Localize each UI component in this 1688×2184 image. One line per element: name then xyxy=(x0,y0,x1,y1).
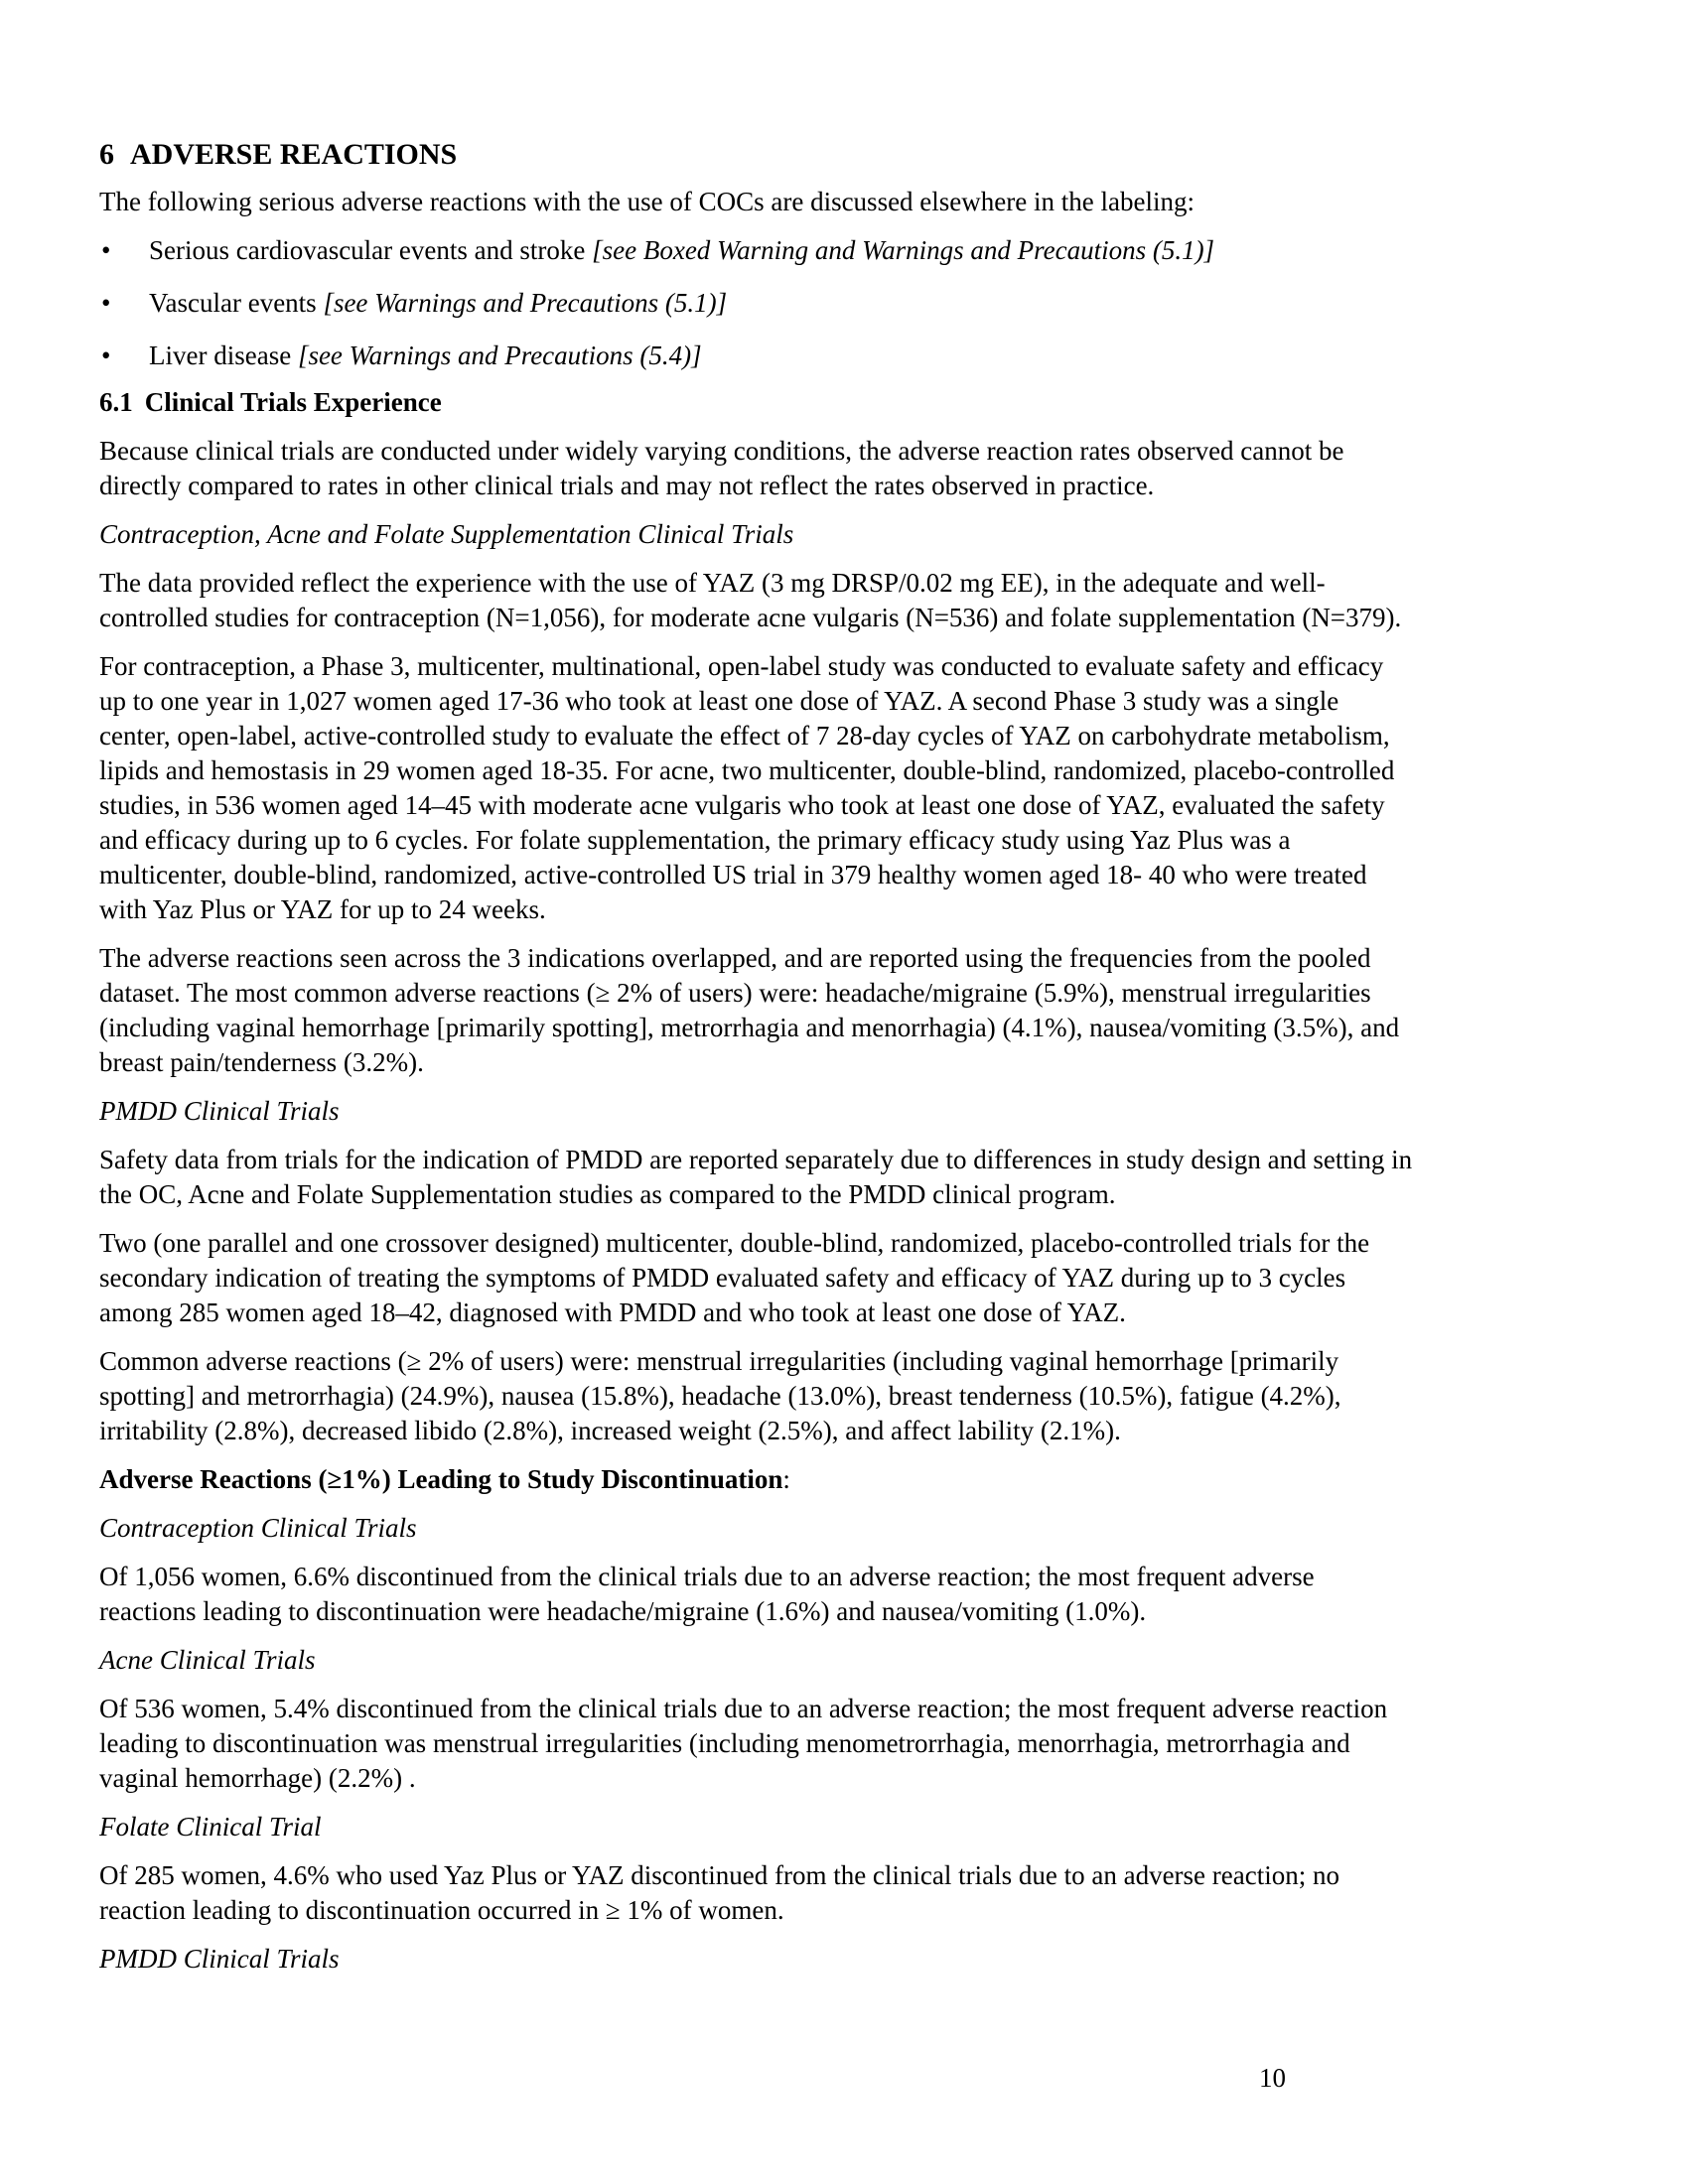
text-line: and efficacy during up to 6 cycles. For folate supplementation, the primary efficacy study using Yaz Plus was a xyxy=(99,825,1291,855)
intro-paragraph: The following serious adverse reactions with the use of COCs are discussed elsewhere in the labeling: xyxy=(99,187,1195,216)
subsection-heading xyxy=(99,385,1589,420)
text-line: irritability (2.8%), decreased libido (2.8%), increased weight (2.5%), and affect lability (2.1%). xyxy=(99,1416,1121,1445)
text-line: Safety data from trials for the indication of PMDD are reported separately due to differences in study design and setting in xyxy=(99,1145,1413,1174)
subheading-italic: PMDD Clinical Trials xyxy=(99,1944,340,1974)
list-item-reference: [see Warnings and Precautions (5.4)] xyxy=(297,341,702,370)
subheading-italic: Contraception, Acne and Folate Supplementation Clinical Trials xyxy=(99,519,794,549)
text-line: Of 536 women, 5.4% discontinued from the clinical trials due to an adverse reaction; the most frequent adverse reaction xyxy=(99,1694,1388,1723)
text-line: spotting] and metrorrhagia) (24.9%), nausea (15.8%), headache (13.0%), breast tenderness (10.5%), fatigue (4.2%), xyxy=(99,1381,1341,1411)
text-line: The data provided reflect the experience with the use of YAZ (3 mg DRSP/0.02 mg EE), in the adequate and well- xyxy=(99,568,1326,598)
bullet-icon: • xyxy=(101,235,111,265)
list-item xyxy=(99,339,1589,373)
text-line: Of 285 women, 4.6% who used Yaz Plus or YAZ discontinued from the clinical trials due to an adverse reaction; no xyxy=(99,1860,1339,1890)
subheading-italic: Folate Clinical Trial xyxy=(99,1812,322,1842)
text-line: lipids and hemostasis in 29 women aged 18-35. For acne, two multicenter, double-blind, randomized, placebo-controlled xyxy=(99,755,1395,785)
list-item-text: Vascular events xyxy=(149,288,324,318)
text-line: among 285 women aged 18–42, diagnosed with PMDD and who took at least one dose of YAZ. xyxy=(99,1297,1126,1327)
text-line: breast pain/tenderness (3.2%). xyxy=(99,1047,424,1077)
paragraph xyxy=(99,1560,1589,1629)
list-item-reference: [see Warnings and Precautions (5.1)] xyxy=(323,288,728,318)
discontinuation-heading-text: Adverse Reactions (≥1%) Leading to Study Discontinuation xyxy=(99,1464,783,1494)
paragraph xyxy=(99,566,1589,635)
section-title: ADVERSE REACTIONS xyxy=(130,138,458,171)
text-line: For contraception, a Phase 3, multicenter, multinational, open-label study was conducted to evaluate safety and efficacy xyxy=(99,651,1384,681)
text-line: up to one year in 1,027 women aged 17-36 who took at least one dose of YAZ. A second Phase 3 study was a single xyxy=(99,686,1339,716)
page-number: 10 xyxy=(1259,2063,1286,2093)
document-page xyxy=(99,137,1589,1990)
bullet-icon: • xyxy=(101,341,111,370)
text-line: (including vaginal hemorrhage [primarily spotting], metrorrhagia and menorrhagia) (4.1%), nausea/vomiting (3.5%), and xyxy=(99,1013,1400,1042)
section-number: 6 xyxy=(99,138,114,171)
paragraph xyxy=(99,434,1589,503)
text-line: center, open-label, active-controlled study to evaluate the effect of 7 28-day cycles of YAZ on carbohydrate metabolism, xyxy=(99,721,1390,751)
text-line: Common adverse reactions (≥ 2% of users) were: menstrual irregularities (including vaginal hemorrhage [primarily xyxy=(99,1346,1339,1376)
list-item xyxy=(99,286,1589,321)
list-item xyxy=(99,233,1589,268)
paragraph xyxy=(99,941,1589,1080)
text-line: Because clinical trials are conducted under widely varying conditions, the adverse reaction rates observed cannot be xyxy=(99,436,1344,466)
text-line: directly compared to rates in other clinical trials and may not reflect the rates observed in practice. xyxy=(99,471,1155,500)
subheading-italic: PMDD Clinical Trials xyxy=(99,1096,340,1126)
text-line: Of 1,056 women, 6.6% discontinued from the clinical trials due to an adverse reaction; the most frequent adverse xyxy=(99,1562,1315,1591)
text-line: reaction leading to discontinuation occurred in ≥ 1% of women. xyxy=(99,1895,784,1925)
text-line: secondary indication of treating the symptoms of PMDD evaluated safety and efficacy of YAZ during up to 3 cycles xyxy=(99,1263,1346,1293)
paragraph xyxy=(99,1692,1589,1796)
list-item-text: Liver disease xyxy=(149,341,298,370)
text-line: vaginal hemorrhage) (2.2%) . xyxy=(99,1763,416,1793)
text-line: controlled studies for contraception (N=1,056), for moderate acne vulgaris (N=536) and folate supplementation (N=379). xyxy=(99,603,1402,632)
section-heading xyxy=(99,137,1589,173)
subsection-number: 6.1 xyxy=(99,387,133,417)
text-line: The adverse reactions seen across the 3 indications overlapped, and are reported using the frequencies from the pooled xyxy=(99,943,1371,973)
bullet-icon: • xyxy=(101,288,111,318)
subheading-italic: Contraception Clinical Trials xyxy=(99,1513,417,1543)
paragraph xyxy=(99,1226,1589,1330)
list-item-text: Serious cardiovascular events and stroke xyxy=(149,235,593,265)
paragraph xyxy=(99,1344,1589,1448)
paragraph xyxy=(99,1858,1589,1928)
text-line: leading to discontinuation was menstrual irregularities (including menometrorrhagia, menorrhagia, metrorrhagia and xyxy=(99,1728,1350,1758)
text-line: dataset. The most common adverse reactions (≥ 2% of users) were: headache/migraine (5.9%), menstrual irregularities xyxy=(99,978,1371,1008)
text-line: the OC, Acne and Folate Supplementation studies as compared to the PMDD clinical program. xyxy=(99,1179,1116,1209)
text-line: multicenter, double-blind, randomized, active-controlled US trial in 379 healthy women aged 18- 40 who were treated xyxy=(99,860,1367,889)
paragraph xyxy=(99,1143,1589,1212)
text-line: studies, in 536 women aged 14–45 with moderate acne vulgaris who took at least one dose of YAZ, evaluated the safety xyxy=(99,790,1385,820)
subheading-italic: Acne Clinical Trials xyxy=(99,1645,316,1675)
serious-reactions-list xyxy=(99,233,1589,373)
text-line: Two (one parallel and one crossover designed) multicenter, double-blind, randomized, placebo-controlled trials for the xyxy=(99,1228,1370,1258)
text-line: reactions leading to discontinuation were headache/migraine (1.6%) and nausea/vomiting (1.0%). xyxy=(99,1596,1147,1626)
list-item-reference: [see Boxed Warning and Warnings and Precautions (5.1)] xyxy=(592,235,1215,265)
text-line: with Yaz Plus or YAZ for up to 24 weeks. xyxy=(99,894,546,924)
paragraph xyxy=(99,649,1589,927)
discontinuation-heading xyxy=(99,1462,1589,1497)
discontinuation-heading-colon: : xyxy=(782,1464,790,1494)
subsection-title: Clinical Trials Experience xyxy=(144,387,442,417)
